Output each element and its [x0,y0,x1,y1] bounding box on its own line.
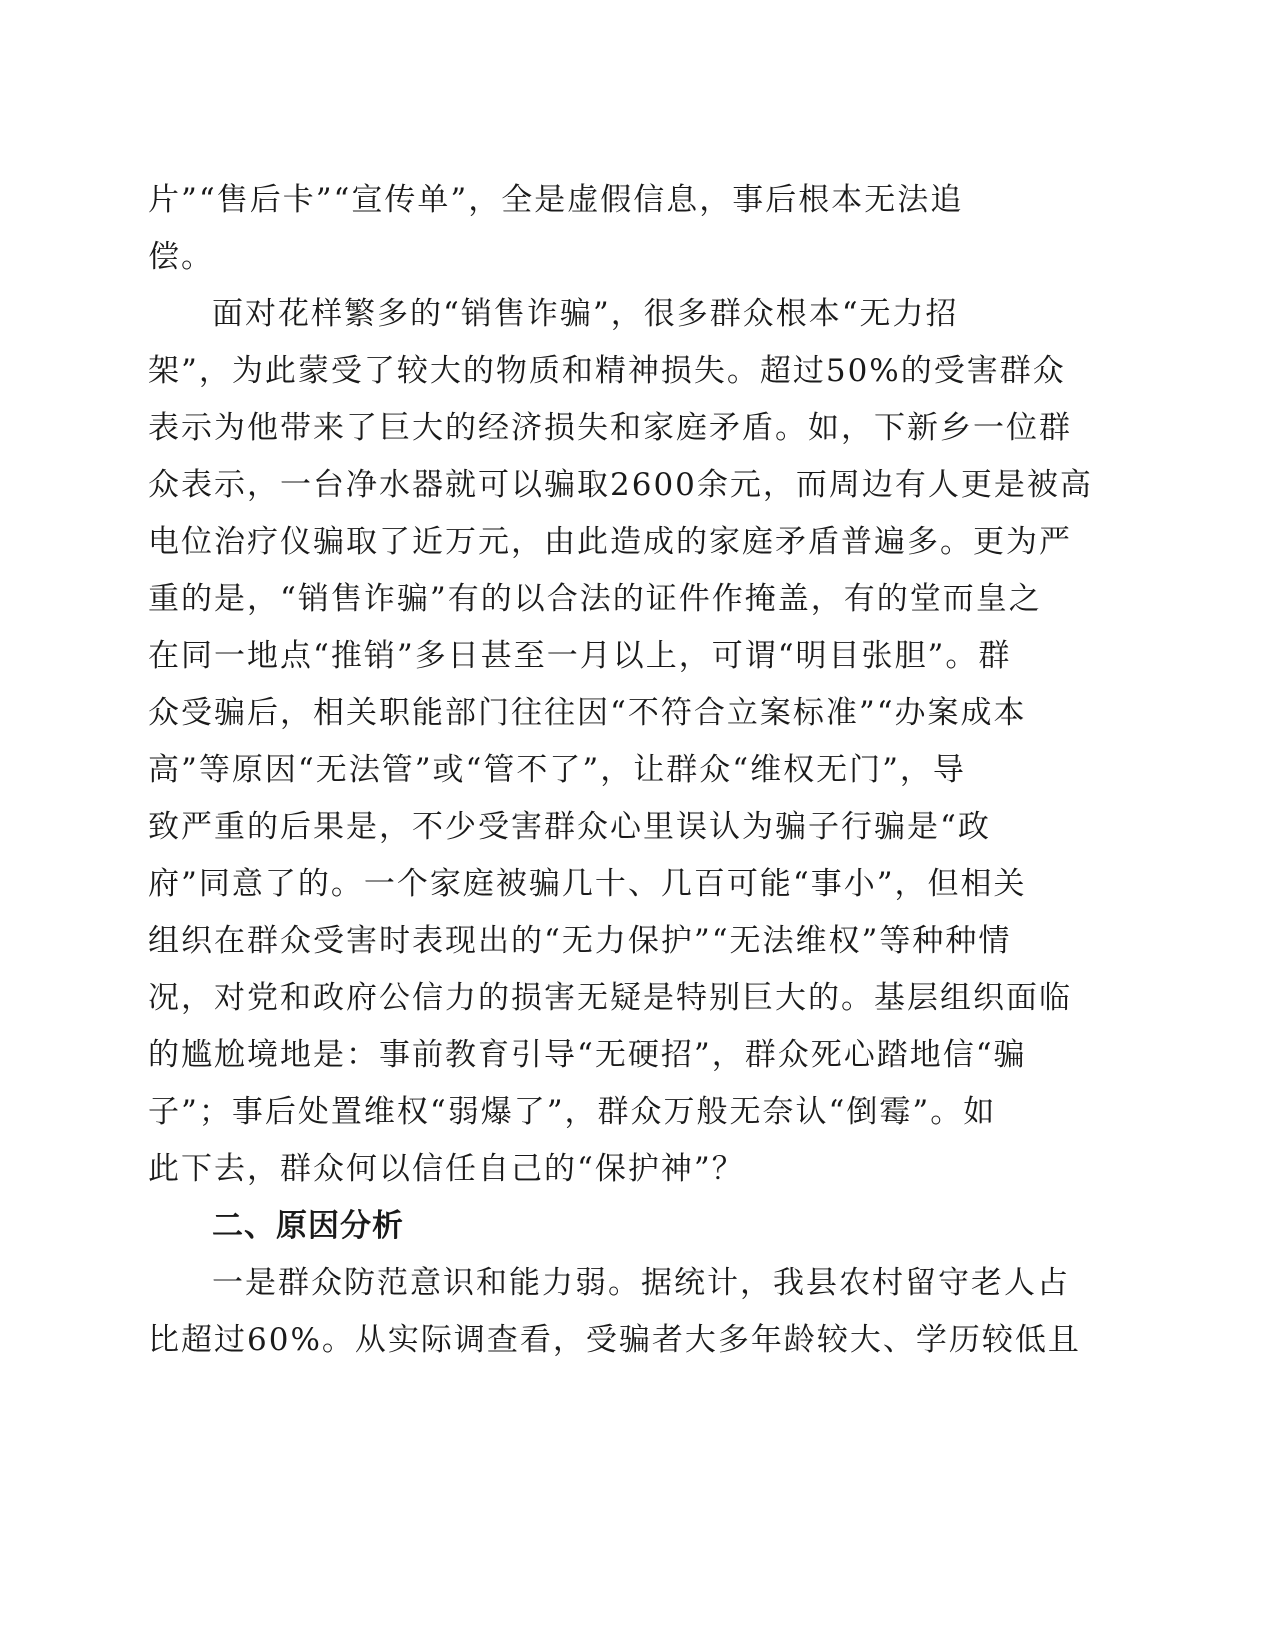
text-line: 的尴尬境地是：事前教育引导“无硬招”，群众死心踏地信“骗 [148,1037,1027,1073]
text-line: 电位治疗仪骗取了近万元，由此造成的家庭矛盾普遍多。更为严 [148,524,1072,560]
text-line: 府”同意了的。一个家庭被骗几十、几百可能“事小”，但相关 [148,866,1027,902]
text-line: 况，对党和政府公信力的损害无疑是特别巨大的。基层组织面临 [148,980,1072,1016]
text-line: 众受骗后，相关职能部门往往因“不符合立案标准”“办案成本 [148,695,1027,731]
text-line: 高”等原因“无法管”或“管不了”，让群众“维权无门”，导 [148,752,966,788]
section-heading: 二、原因分析 [212,1208,404,1244]
text-line: 致严重的后果是，不少受害群众心里误认为骗子行骗是“政 [148,809,991,845]
paragraph-start-line: 面对花样繁多的“销售诈骗”，很多群众根本“无力招 [212,296,959,332]
text-line: 组织在群众受害时表现出的“无力保护”“无法维权”等种种情 [148,923,1012,959]
text-line: 比超过60%。从实际调查看，受骗者大多年龄较大、学历较低且 [148,1322,1081,1358]
text-line: 在同一地点“推销”多日甚至一月以上，可谓“明目张胆”。群 [148,638,1012,674]
text-line: 重的是，“销售诈骗”有的以合法的证件作掩盖，有的堂而皇之 [148,581,1042,617]
text-line: 此下去，群众何以信任自己的“保护神”？ [148,1151,745,1187]
document-body [148,172,1093,1369]
paragraph-start-line: 一是群众防范意识和能力弱。据统计，我县农村留守老人占 [212,1265,1070,1301]
text-line: 众表示，一台净水器就可以骗取2600余元，而周边有人更是被高 [148,467,1093,503]
text-line: 架”，为此蒙受了较大的物质和精神损失。超过50%的受害群众 [148,353,1066,389]
text-line: 子”；事后处置维权“弱爆了”，群众万般无奈认“倒霉”。如 [148,1094,997,1130]
text-line: 表示为他带来了巨大的经济损失和家庭矛盾。如，下新乡一位群 [148,410,1072,446]
text-line: 偿。 [148,239,214,275]
text-line: 片”“售后卡”“宣传单”，全是虚假信息，事后根本无法追 [148,182,964,218]
